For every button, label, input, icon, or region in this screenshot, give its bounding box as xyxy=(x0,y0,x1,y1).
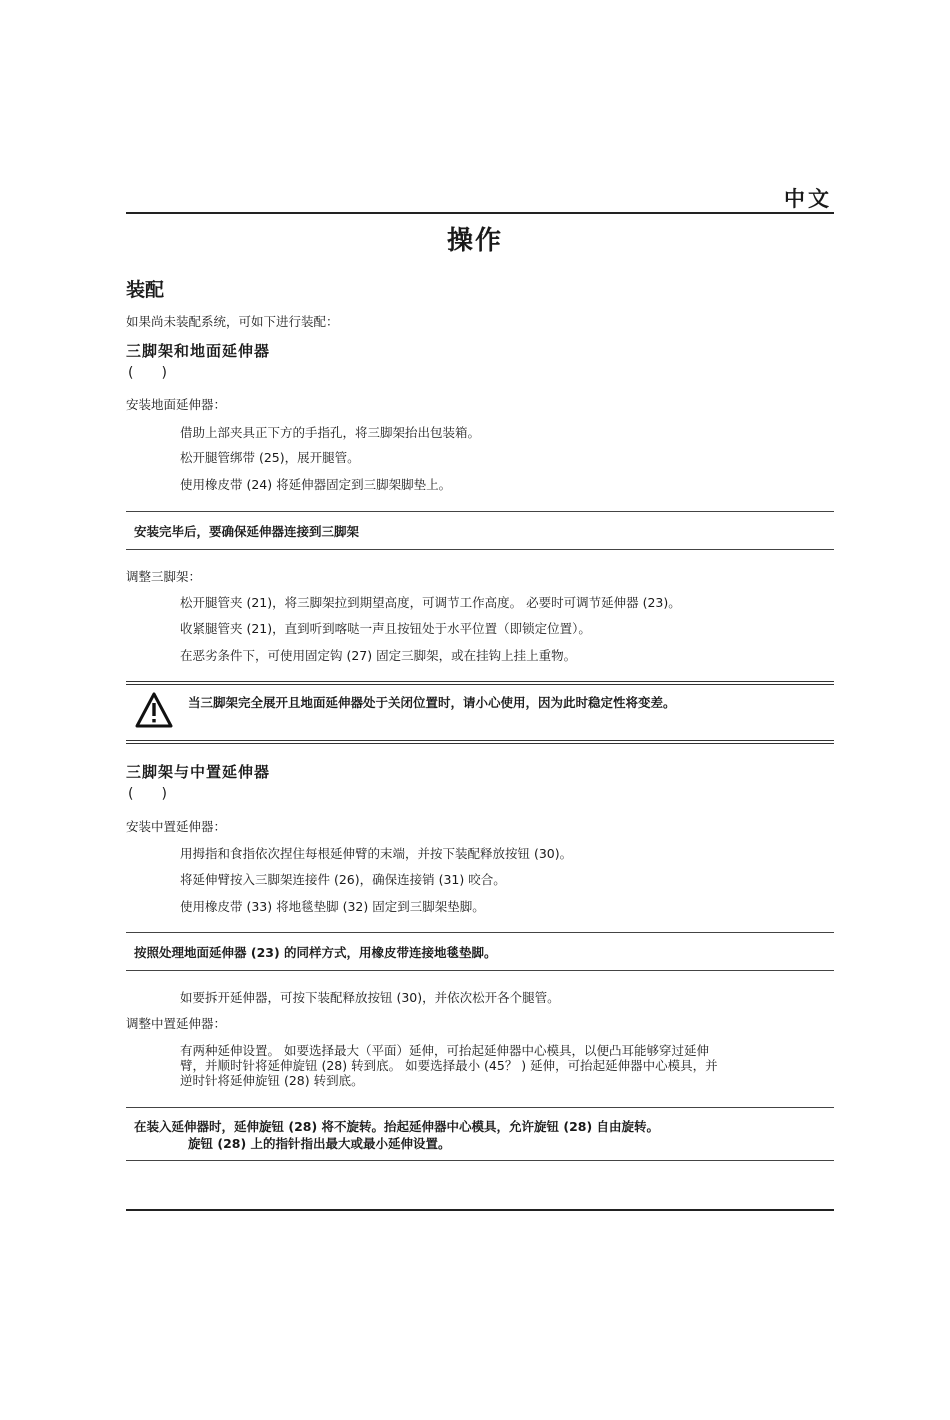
mid-adjust-label: 调整中置延伸器： xyxy=(126,1016,227,1031)
final-note-line: 旋钮 (28) 上的指针指出最大或最小延伸设置。 xyxy=(188,1136,451,1151)
tripod-floor-heading: 三脚架和地面延伸器 xyxy=(126,342,271,360)
warning-icon xyxy=(134,691,174,729)
mid-install-step: 将延伸臂按入三脚架连接件 (26)，确保连接销 (31) 咬合。 xyxy=(180,872,506,887)
mid-detach-text: 如要拆开延伸器，可按下装配释放按钮 (30)，并依次松开各个腿管。 xyxy=(180,990,560,1005)
language-label: 中文 xyxy=(784,187,832,211)
page-title: 操作 xyxy=(446,226,503,256)
floor-install-step: 借助上部夹具正下方的手指孔，将三脚架抬出包装箱。 xyxy=(180,425,481,440)
floor-adjust-step: 在恶劣条件下，可使用固定钩 (27) 固定三脚架，或在挂钩上挂上重物。 xyxy=(180,648,577,663)
final-note-box xyxy=(126,1107,834,1161)
bottom-rule xyxy=(126,1209,834,1211)
floor-adjust-step: 松开腿管夹 (21)，将三脚架拉到期望高度，可调节工作高度。 必要时可调节延伸器 (23)。 xyxy=(180,595,681,610)
floor-install-step: 使用橡皮带 (24) 将延伸器固定到三脚架脚垫上。 xyxy=(180,477,452,492)
floor-adjust-label: 调整三脚架： xyxy=(126,569,202,584)
warning-text: 当三脚架完全展开且地面延伸器处于关闭位置时，请小心使用，因为此时稳定性将变差。 xyxy=(188,695,676,710)
assembly-intro: 如果尚未装配系统，可如下进行装配： xyxy=(126,314,339,329)
assembly-heading: 装配 xyxy=(126,279,165,301)
warning-rule-top xyxy=(126,681,834,685)
mid-install-label: 安装中置延伸器： xyxy=(126,819,227,834)
floor-note-box xyxy=(126,511,834,550)
mid-install-step: 用拇指和食指依次捏住每根延伸臂的末端，并按下装配释放按钮 (30)。 xyxy=(180,846,573,861)
tripod-mid-paren: ( ) xyxy=(128,786,167,802)
final-note-line: 在装入延伸器时，延伸旋钮 (28) 将不旋转。抬起延伸器中心模具，允许旋钮 (28) 自由旋转。 xyxy=(134,1119,660,1134)
tripod-floor-paren: ( ) xyxy=(128,365,167,381)
mid-adjust-line: 臂，并顺时针将延伸旋钮 (28) 转到底。 如要选择最小 (45？ ) 延伸，可抬起延伸器中心模具，并 xyxy=(180,1058,718,1073)
mid-install-step: 使用橡皮带 (33) 将地毯垫脚 (32) 固定到三脚架垫脚。 xyxy=(180,899,485,914)
warning-rule-bottom xyxy=(126,740,834,744)
floor-install-step: 松开腿管绑带 (25)，展开腿管。 xyxy=(180,450,360,465)
mid-note-text: 按照处理地面延伸器 (23) 的同样方式，用橡皮带连接地毯垫脚。 xyxy=(134,945,497,960)
mid-note-box xyxy=(126,932,834,971)
floor-note-text: 安装完毕后，要确保延伸器连接到三脚架 xyxy=(134,524,360,539)
top-rule xyxy=(126,212,834,214)
mid-adjust-line: 逆时针将延伸旋钮 (28) 转到底。 xyxy=(180,1073,364,1088)
tripod-mid-heading: 三脚架与中置延伸器 xyxy=(126,763,271,781)
floor-adjust-step: 收紧腿管夹 (21)，直到听到喀哒一声且按钮处于水平位置（即锁定位置）。 xyxy=(180,621,591,636)
mid-adjust-line: 有两种延伸设置。 如要选择最大（平面）延伸，可抬起延伸器中心模具，以便凸耳能够穿过延伸 xyxy=(180,1043,709,1058)
floor-install-label: 安装地面延伸器： xyxy=(126,397,227,412)
